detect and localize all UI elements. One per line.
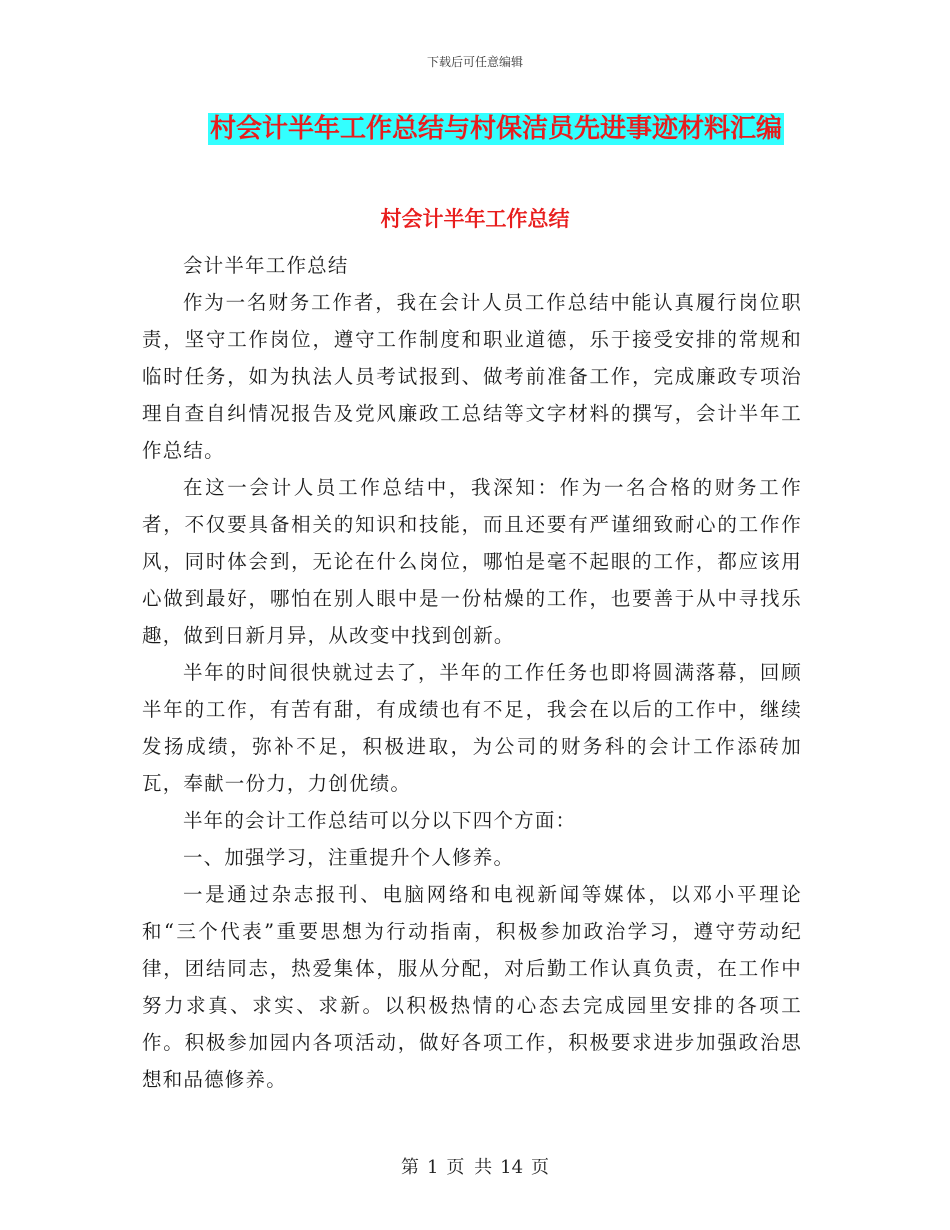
current-page-number: 1 [426,1157,439,1178]
footer-prefix: 第 [400,1157,419,1178]
footer-suffix: 页 [531,1157,550,1178]
total-pages-number: 14 [500,1157,524,1178]
footer-mid: 页 共 [446,1157,493,1178]
paragraph: 半年的时间很快就过去了，半年的工作任务也即将圆满落幕，回顾半年的工作，有苦有甜，有成绩也有不足，我会在以后的工作中，继续发扬成绩，弥补不足，积极进取，为公司的财务科的会计工作添砖加瓦，奉献一份力，力创优绩。 [142,661,802,795]
paragraph-heading: 一、加强学习，注重提升个人修养。 [182,846,515,869]
paragraph: 作为一名财务工作者，我在会计人员工作总结中能认真履行岗位职责，坚守工作岗位，遵守工作制度和职业道德，乐于接受安排的常规和临时任务，如为执法人员考试报到、做考前准备工作，完成廉政专项治理自查自纠情况报告及党风廉政工总结等文字材料的撰写，会计半年工作总结。 [142,291,802,462]
section-title: 村会计半年工作总结 [380,207,570,231]
document-title-text: 村会计半年工作总结与村保洁员先进事迹材料汇编 [209,114,782,144]
header-note: 下载后可任意编辑 [426,55,523,69]
page-footer [0,1153,950,1179]
paragraph: 在这一会计人员工作总结中，我深知：作为一名合格的财务工作者，不仅要具备相关的知识和技能，而且还要有严谨细致耐心的工作作风，同时体会到，无论在什么岗位，哪怕是毫不起眼的工作，都应该用心做到最好，哪怕在别人眼中是一份枯燥的工作，也要善于从中寻找乐趣，做到日新月异，从改变中找到创新。 [142,476,802,647]
document-body [142,247,802,1098]
paragraph: 半年的会计工作总结可以分以下四个方面： [182,809,577,832]
paragraph: 一是通过杂志报刊、电脑网络和电视新闻等媒体，以邓小平理论和“三个代表”重要思想为行动指南，积极参加政治学习，遵守劳动纪律，团结同志，热爱集体，服从分配，对后勤工作认真负责，在工作中努力求真、求实、求新。以积极热情的心态去完成园里安排的各项工作。积极参加园内各项活动，做好各项工作，积极要求进步加强政治思想和品德修养。 [142,883,802,1091]
document-title [0,113,950,145]
paragraph-subtitle: 会计半年工作总结 [182,254,349,277]
